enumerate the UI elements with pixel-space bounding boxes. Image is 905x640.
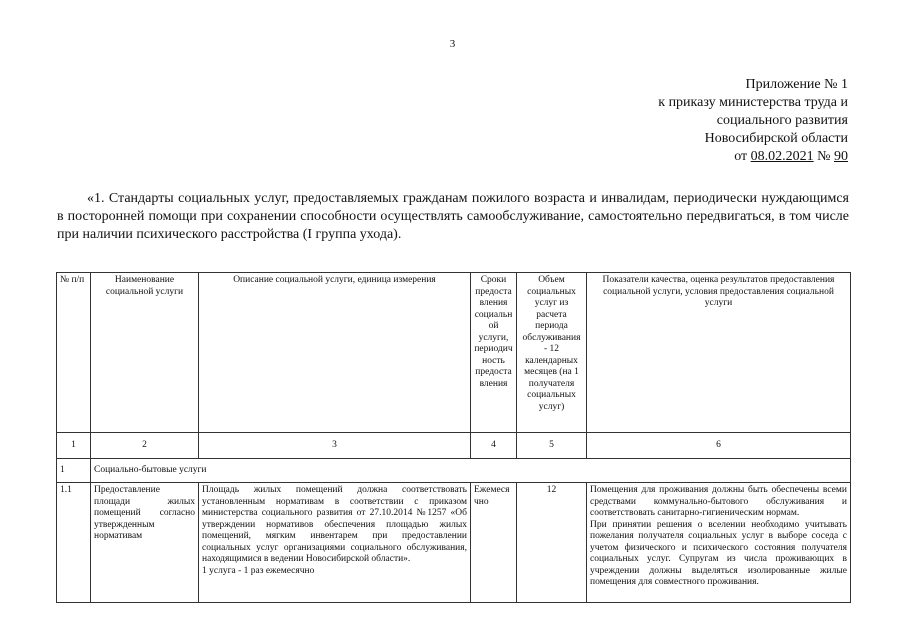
row-quality-cell — [587, 483, 851, 603]
header-quality: Показатели качества, оценка результатов предоставления социальной услуги, условия предоставления социальной услуги — [587, 273, 851, 433]
header-period: Сроки предоста вления социальн ой услуги, периодич ность предоста вления — [471, 273, 517, 433]
table-row — [57, 483, 851, 603]
row-quality-conditions: Помещения для проживания должны быть обеспечены всеми средствами коммунально-бытового обслуживания и соответствовать санитарно-гигиеническим нормам. — [590, 485, 847, 518]
column-number: 5 — [517, 433, 587, 459]
table-header-row — [57, 273, 851, 433]
order-number: 90 — [834, 149, 848, 164]
column-number: 3 — [199, 433, 471, 459]
number-prefix: № — [813, 149, 834, 164]
standards-table — [56, 272, 851, 603]
appendix-header — [588, 76, 848, 166]
page-number: 3 — [449, 38, 456, 50]
section-row — [57, 459, 851, 483]
header-name: Наименование социальной услуги — [91, 273, 199, 433]
appendix-region-line: Новосибирской области — [704, 131, 848, 146]
appendix-date-line — [588, 148, 848, 166]
row-description: Площадь жилых помещений должна соответствовать установленным нормативам в соответствии с приказом министерства социального развития от 27.10.2014 №1257 «Об утверждении нормативов обеспечения площадью жилых помещений, мягким инвентарем при предоставлении социальных услуг организациями социального обслуживания, находящимися в ведении Новосибирской области». — [202, 485, 467, 564]
header-num: № п/п — [57, 273, 91, 433]
header-description: Описание социальной услуги, единица измерения — [199, 273, 471, 433]
column-number: 4 — [471, 433, 517, 459]
column-number: 6 — [587, 433, 851, 459]
column-number: 2 — [91, 433, 199, 459]
section-title: Социально-бытовые услуги — [91, 459, 851, 483]
appendix-title: Приложение № 1 — [745, 77, 848, 92]
row-period: Ежемеся чно — [471, 483, 517, 603]
row-volume: 12 — [517, 483, 587, 603]
row-service-name: Предоставление площади жилых помещений согласно утвержденным нормативам — [91, 483, 199, 603]
row-num: 1.1 — [57, 483, 91, 603]
date-prefix: от — [734, 149, 751, 164]
row-unit: 1 услуга - 1 раз ежемесячно — [202, 565, 315, 576]
row-description-cell — [199, 483, 471, 603]
column-number-row — [57, 433, 851, 459]
appendix-order-line: к приказу министерства труда и — [658, 95, 848, 110]
appendix-ministry-line: социального развития — [716, 113, 848, 128]
header-volume: Объем социальных услуг из расчета периода обслуживания - 12 календарных месяцев (на 1 получателя социальных услуг) — [517, 273, 587, 433]
order-date: 08.02.2021 — [750, 149, 814, 164]
intro-paragraph: «1. Стандарты социальных услуг, предоставляемых гражданам пожилого возраста и инвалидам, периодически нуждающимся в посторонней помощи при сохранении способности осуществлять самообслуживание, самостоятельно передвигаться, в том числе при наличии психического расстройства (I группа ухода). — [57, 191, 849, 242]
row-quality-accommodation: При принятии решения о вселении необходимо учитывать пожелания получателя социальных услуг в выборе соседа с учетом физического и психического состояния получателя социальных услуг. Супругам из числа проживающих в учреждении должны выделяться изолированные жилые помещения для совместного проживания. — [590, 519, 847, 587]
section-num: 1 — [57, 459, 91, 483]
column-number: 1 — [57, 433, 91, 459]
